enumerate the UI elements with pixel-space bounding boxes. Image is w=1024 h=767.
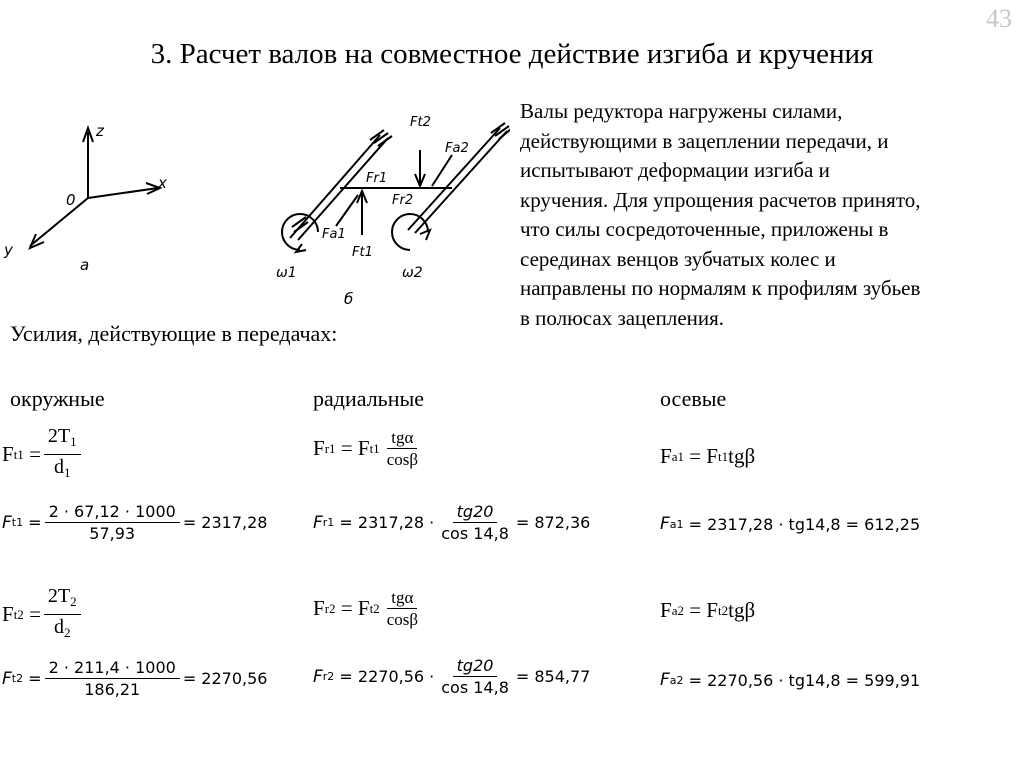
force-label-fa2: Fa2: [445, 141, 469, 156]
axis-z-label: z: [96, 122, 104, 140]
diagram-a-caption: а: [80, 256, 90, 274]
paragraph-line: в полюсах зацепления.: [520, 305, 725, 330]
column-heading-circumferential: окружные: [10, 386, 105, 411]
formula-ft2: F t2 = $\frac{2T_2}{d_2}$: [2, 585, 84, 644]
formula-fr1: F r1 = F t1 $\frac{\text{tgα}}{\cos\beta}$: [313, 428, 418, 469]
column-heading-axial: осевые: [660, 386, 727, 411]
omega1-label: ω1: [276, 265, 297, 281]
force-label-fr2: Fr2: [392, 193, 414, 208]
axis-x-label: x: [158, 174, 167, 192]
formula-fr1-calc: F r1 = 2317,28 · $\frac{tg20}{\cos 14,8}$ = 872,36: [313, 502, 591, 543]
formula-fr2-calc: F r2 = 2270,56 · $\frac{tg20}{\cos 14,8}$ = 854,77: [313, 656, 591, 697]
paragraph-line: направлены по нормалям к профилям зубьев: [520, 276, 921, 300]
formula-fa2: F a2 = F t2 tgβ: [660, 598, 756, 622]
formula-fa1: F a1 = F t1 tgβ: [660, 444, 756, 468]
page-number: 43: [986, 4, 1012, 33]
shaft-diagram: [282, 123, 510, 252]
force-label-fa1: Fa1: [322, 227, 346, 242]
formula-ft1: F t1 = $\frac{2T_1}{d_1}$: [2, 425, 84, 484]
diagram-b-caption: б: [344, 290, 354, 308]
paragraph-line: что силы сосредоточенные, приложены в: [520, 217, 889, 241]
origin-label: 0: [66, 191, 76, 209]
force-label-ft2: Ft2: [410, 115, 431, 130]
formula-fr2: F r2 = F t2 $\frac{\text{tgα}}{\cos\beta}$: [313, 588, 418, 629]
paragraph-line: серединах венцов зубчатых колес и: [520, 246, 836, 271]
axis-y-label: y: [4, 241, 13, 259]
slide-title: 3. Расчет валов на совместное действие изгиба и кручения: [150, 38, 874, 70]
formula-fa1-calc: F a1 = 2317,28 · tg14,8 = 612,25: [660, 514, 921, 534]
force-diagram: [0, 100, 510, 315]
paragraph-line: действующими в зацеплении передачи, и: [520, 128, 889, 153]
formula-fa2-calc: F a2 = 2270,56 · tg14,8 = 599,91: [660, 670, 921, 690]
coordinate-axes-diagram: [30, 128, 160, 248]
paragraph-line: испытывают деформации изгиба и: [520, 158, 830, 182]
formula-ft2-calc: F t2 = $\frac{2 \cdot 211,4 \cdot 1000}{186,21}$ = 2270,56: [2, 658, 268, 699]
paragraph-line: Валы редуктора нагружены силами,: [520, 99, 843, 123]
force-label-fr1: Fr1: [366, 171, 388, 186]
paragraph-line: кручения. Для упрощения расчетов принято,: [520, 187, 921, 212]
column-heading-radial: радиальные: [313, 386, 425, 411]
forces-heading: Усилия, действующие в передачах:: [10, 321, 338, 346]
description-paragraph: [520, 97, 1020, 333]
fraction: $\frac{2T_1}{d_1}$: [44, 425, 81, 484]
omega2-label: ω2: [402, 265, 423, 281]
force-label-ft1: Ft1: [352, 245, 373, 260]
formula-ft1-calc: F t1 = $\frac{2 \cdot 67,12 \cdot 1000}{57,93}$ = 2317,28: [2, 502, 268, 543]
